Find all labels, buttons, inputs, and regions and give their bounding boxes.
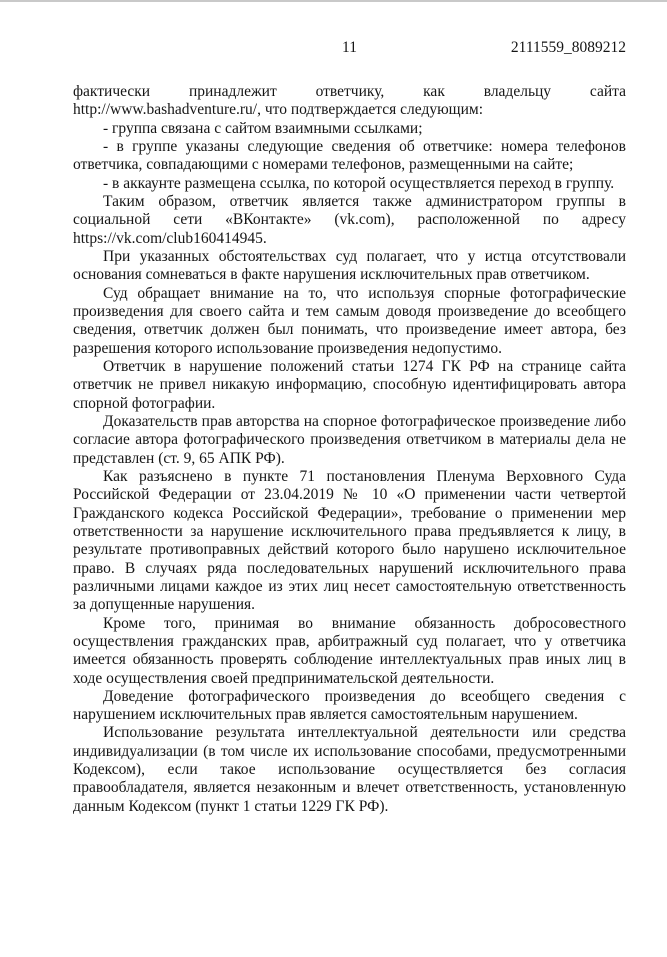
paragraph: При указанных обстоятельствах суд полагает, что у истца отсутствовали основания сомневаться в факте нарушения исключительных прав ответчиком. <box>73 247 626 284</box>
paragraph: Как разъяснено в пункте 71 постановления Пленума Верховного Суда Российской Федерации от 23.04.2019 № 10 «О применении части четвертой Гражданского кодекса Российской Федерации», требование о применении мер ответственности за нарушение исключительного права предъявляется к лицу, в результате противоправных действий которого было нарушено исключительное право. В случаях ряда последовательных нарушений исключительного права различными лицами каждое из этих лиц несет самостоятельную ответственность за допущенные нарушения. <box>73 467 626 614</box>
paragraph: Суд обращает внимание на то, что используя спорные фотографические произведения для своего сайта и тем самым доводя произведение до всеобщего сведения, ответчик должен был понимать, что произведение имеет автора, без разрешения которого использование произведения недопустимо. <box>73 284 626 357</box>
page-header <box>73 40 626 56</box>
paragraph-list-item: - группа связана с сайтом взаимными ссылками; <box>103 119 423 137</box>
page-number: 11 <box>342 39 357 56</box>
document-body <box>73 83 626 816</box>
document-id: 2111559_8089212 <box>510 39 626 56</box>
paragraph: Ответчик в нарушение положений статьи 1274 ГК РФ на странице сайта ответчик не привел никакую информацию, способную идентифицировать автора спорной фотографии. <box>73 357 626 412</box>
paragraph: Доведение фотографического произведения до всеобщего сведения с нарушением исключительных прав является самостоятельным нарушением. <box>73 687 626 724</box>
paragraph: Кроме того, принимая во внимание обязанность добросовестного осуществления гражданских прав, арбитражный суд полагает, что у ответчика имеется обязанность проверять соблюдение интеллектуальных прав иных лиц в ходе осуществления своей предпринимательской деятельности. <box>73 614 626 687</box>
paragraph-list-item: - в группе указаны следующие сведения об ответчике: номера телефонов ответчика, совпадающими с номерами телефонов, размещенными на сайте; <box>73 137 626 174</box>
paragraph: Таким образом, ответчик является также администратором группы в социальной сети «ВКонтакте» (vk.com), расположенной по адресу https://vk.com/club160414945. <box>73 192 626 247</box>
paragraph-list-item: - в аккаунте размещена ссылка, по которой осуществляется переход в группу. <box>103 174 615 192</box>
paragraph-continuation: фактически принадлежит ответчику, как владельцу сайта http://www.bashadventure.ru/, что подтверждается следующим: <box>73 83 626 119</box>
paragraph: Доказательств прав авторства на спорное фотографическое произведение либо согласие автора фотографического произведения ответчиком в материалы дела не представлен (ст. 9, 65 АПК РФ). <box>73 412 626 467</box>
paragraph: Использование результата интеллектуальной деятельности или средства индивидуализации (в том числе их использование способами, предусмотренными Кодексом), если такое использование осуществляется без согласия правообладателя, является незаконным и влечет ответственность, установленную данным Кодексом (пункт 1 статьи 1229 ГК РФ). <box>73 724 626 815</box>
